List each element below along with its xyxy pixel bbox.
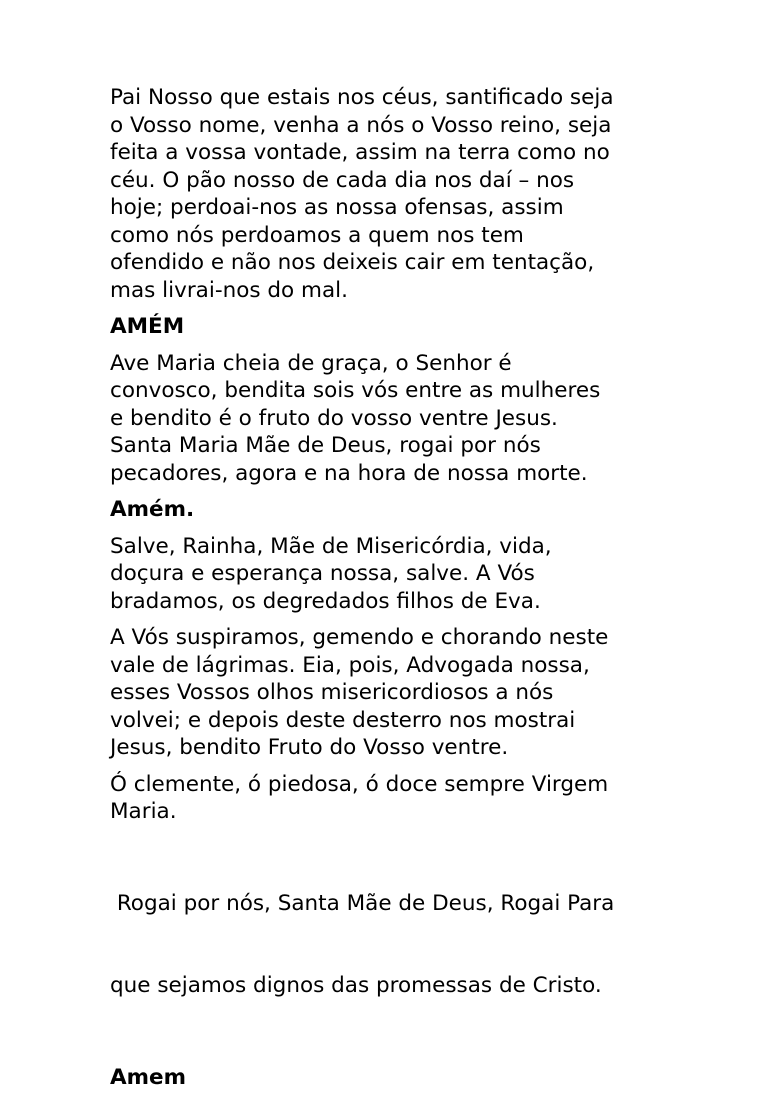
text-line: Pai Nosso que estais nos céus, santificado seja [110, 85, 614, 110]
text-line: céu. O pão nosso de cada dia nos daí – nos [110, 167, 575, 193]
text-line: feita a vossa vontade, assim na terra como no [110, 140, 610, 165]
text-line: Salve, Rainha, Mãe de Misericórdia, vida, [110, 533, 552, 559]
text-line: A Vós suspiramos, gemendo e chorando neste [110, 625, 609, 650]
text-line: convosco, bendita sois vós entre as mulheres [110, 378, 601, 403]
amen-heading: Amem [110, 1064, 187, 1090]
prayer-salve-rainha-part-3 [110, 771, 670, 826]
document-page [110, 84, 670, 1100]
text-line: Ave Maria cheia de graça, o Senhor é [110, 350, 512, 376]
prayer-salve-rainha-part-2 [110, 624, 670, 762]
text-line: Maria. [110, 799, 177, 824]
text-line: como nós perdoamos a quem nos tem [110, 222, 524, 248]
prayer-pai-nosso [110, 84, 670, 304]
text-line: bradamos, os degredados filhos de Eva. [110, 588, 541, 614]
prayer-ave-maria [110, 350, 670, 488]
text-line: Jesus, bendito Fruto do Vosso ventre. [110, 735, 509, 760]
text-line: o Vosso nome, venha a nós o Vosso reino, seja [110, 112, 612, 138]
text-line: pecadores, agora e na hora de nossa morte. [110, 460, 588, 486]
text-line: mas livrai-nos do mal. [110, 277, 348, 303]
text-line: e bendito é o fruto do vosso ventre Jesus. [110, 405, 558, 431]
text-line: vale de lágrimas. Eia, pois, Advogada nossa, [110, 652, 590, 678]
text-line: hoje; perdoai-nos as nossa ofensas, assim [110, 195, 564, 220]
text-line: ofendido e não nos deixeis cair em tentação, [110, 250, 595, 275]
amen-heading: AMÉM [110, 314, 185, 339]
prayer-salve-rainha-part-1 [110, 533, 670, 616]
text-line: doçura e esperança nossa, salve. A Vós [110, 561, 535, 586]
amen-heading: Amém. [110, 497, 195, 522]
text-line: que sejamos dignos das promessas de Cristo. [110, 973, 602, 998]
text-line: Rogai por nós, Santa Mãe de Deus, Rogai Para [110, 890, 615, 916]
text-line: volvei; e depois deste desterro nos mostrai [110, 707, 576, 733]
text-line: esses Vossos olhos misericordiosos a nós [110, 680, 554, 705]
text-line: Santa Maria Mãe de Deus, rogai por nós [110, 433, 541, 458]
prayer-salve-rainha-part-4 [110, 835, 670, 1055]
text-line: Ó clemente, ó piedosa, ó doce sempre Virgem [110, 771, 609, 797]
